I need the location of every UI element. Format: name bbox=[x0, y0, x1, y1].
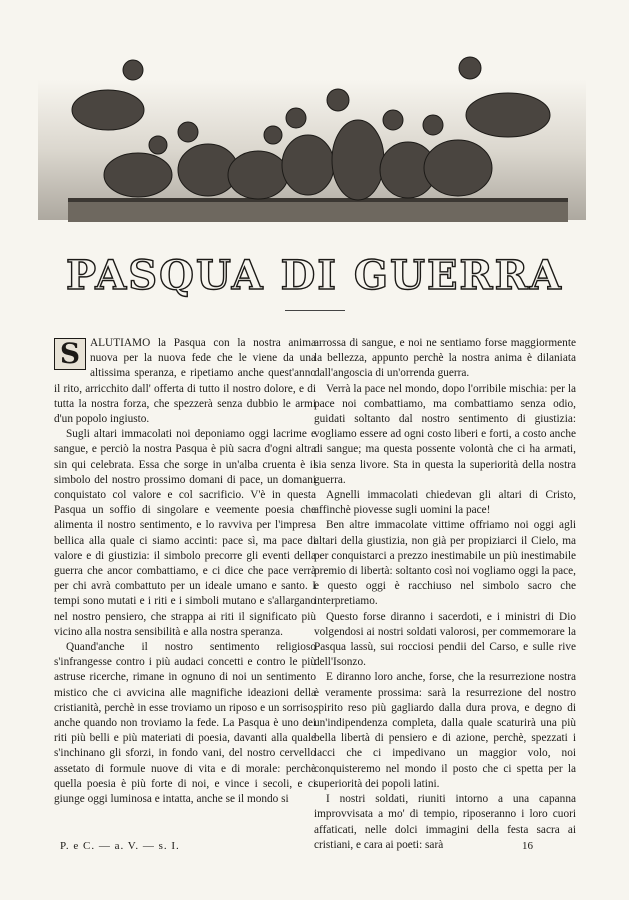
paragraph-9: E diranno loro anche, forse, che la resurrezione nostra è veramente prossima: sarà la resurrezione del nostro spirito reso più gagliardo dalla dura prova, e degno di un'indipendenza completa, dalla quale scaturirà una più bella libertà di pensiero e di azione, perchè, spezzati i lacci che ci impedivano un maggior volo, noi conquisteremo nel mondo il posto che ci spetta per la superiorità dei popoli latini. bbox=[314, 671, 576, 790]
paragraph-1-text: la Pasqua con la nostra anima nuova per la nuova fede che le viene da una altissima speranza, e ripetiamo anche quest'anno il rito, arricchito dall' offerta di tutto il nostro dolore, e di tutta la nostra forza, che spezzerà senza dubbio le armi d'un popolo ingiusto. bbox=[54, 337, 316, 426]
footer-signature: P. e C. — a. V. — s. I. bbox=[60, 840, 180, 852]
right-column bbox=[314, 336, 576, 853]
opening-word: ALUTIAMO bbox=[90, 337, 151, 349]
drop-cap: S bbox=[54, 338, 86, 370]
article-title: PASQUA DI GUERRA bbox=[66, 252, 563, 299]
left-column bbox=[54, 336, 316, 807]
paragraph-2: Sugli altari immacolati noi deponiamo oggi lacrime e sangue, e perciò la nostra Pasqua è più sacra d'ogni altra sin qui celebrata. Essa che sorge in un'alba cruenta è il simbolo del nostro prossimo domani di pace, un domani conquistato col valore e col sacrificio. V'è in questa Pasqua un soffio di singolare e veemente poesia che alimenta il nostro sentimento, e lo ravviva per l'impresa bellica alla quale ci siamo accinti: pace sì, ma pace di valore e di giustizia: il simbolo precorre gli eventi della guerra che ancor combattiamo, e ci dice che pace verrà per chi avrà combattuto per un ideale umano e santo. I tempi sono mutati e i riti e i simboli mutano e s'allargano nel nostro pensiero, che strappa ai riti il significato più vicino alla nostra sensibilità e alla nostra speranza. bbox=[54, 428, 316, 638]
paragraph-5: Verrà la pace nel mondo, dopo l'orribile mischia: per la pace noi combattiamo, ma combattiamo senza odio, guidati soltanto dal nostro sentimento di giustizia: vogliamo essere ad ogni costo liberi e forti, a costo anche di sangue; ma questa possente volontà che ci ha armati, sia senza livore. Sta in questa la superiorità della nostra guerra. bbox=[314, 382, 576, 486]
paragraph-4: arrossa di sangue, e noi ne sentiamo forse maggiormente la bellezza, appunto perchè la nostra anima è dilaniata dall'angoscia di un'orrenda guerra. bbox=[314, 337, 576, 380]
title-rule bbox=[285, 310, 345, 311]
paragraph-10: I nostri soldati, riuniti intorno a una capanna improvvisata a mo' di tempio, riposeranno i loro cuori affaticati, nelle dolci immagini della festa sacra ai cristiani, e cara ai poeti: sarà bbox=[314, 793, 576, 851]
paragraph-6: Agnelli immacolati chiedevan gli altari di Cristo, affinchè piovesse sugli uomini la pace! bbox=[314, 489, 576, 517]
page-number: 16 bbox=[522, 840, 533, 852]
paragraph-7: Ben altre immacolate vittime offriamo noi oggi agli altari della giustizia, non già per propiziarci il Cielo, ma per conquistarci a prezzo inestimabile un più inestimabile premio di libertà: soltanto così noi vogliamo oggi la pace, e questo oggi è racchiuso nel simbolo sacro che interpretiamo. bbox=[314, 519, 576, 608]
paragraph-1 bbox=[54, 336, 316, 427]
paragraph-8: Questo forse diranno i sacerdoti, e i ministri di Dio volgendosi ai nostri soldati valorosi, per commemorare la Pasqua lassù, sui rocciosi pendii del Carso, e sulle rive dell'Isonzo. bbox=[314, 610, 576, 669]
paragraph-3: Quand'anche il nostro sentimento religioso s'infrangesse contro i più audaci concetti e contro le più astruse ricerche, rimane in ognuno di noi un sentimento mistico che ci avvicina alle magnifiche ideazioni della cristianità, perchè in esse troviamo un riposo e un sorriso, anche quando non troviamo la fede. La Pasqua è uno dei riti più belli e più materiati di poesia, davanti alla quale s'inchinano gli sforzi, in fondo vani, del nostro cervello assetato di formule nuove di vita e di morale: perchè quella poesia è più forte di noi, e vince i secoli, e ci giunge oggi luminosa e intatta, anche se il mondo si bbox=[54, 641, 316, 806]
pigeons-illustration bbox=[38, 40, 586, 230]
